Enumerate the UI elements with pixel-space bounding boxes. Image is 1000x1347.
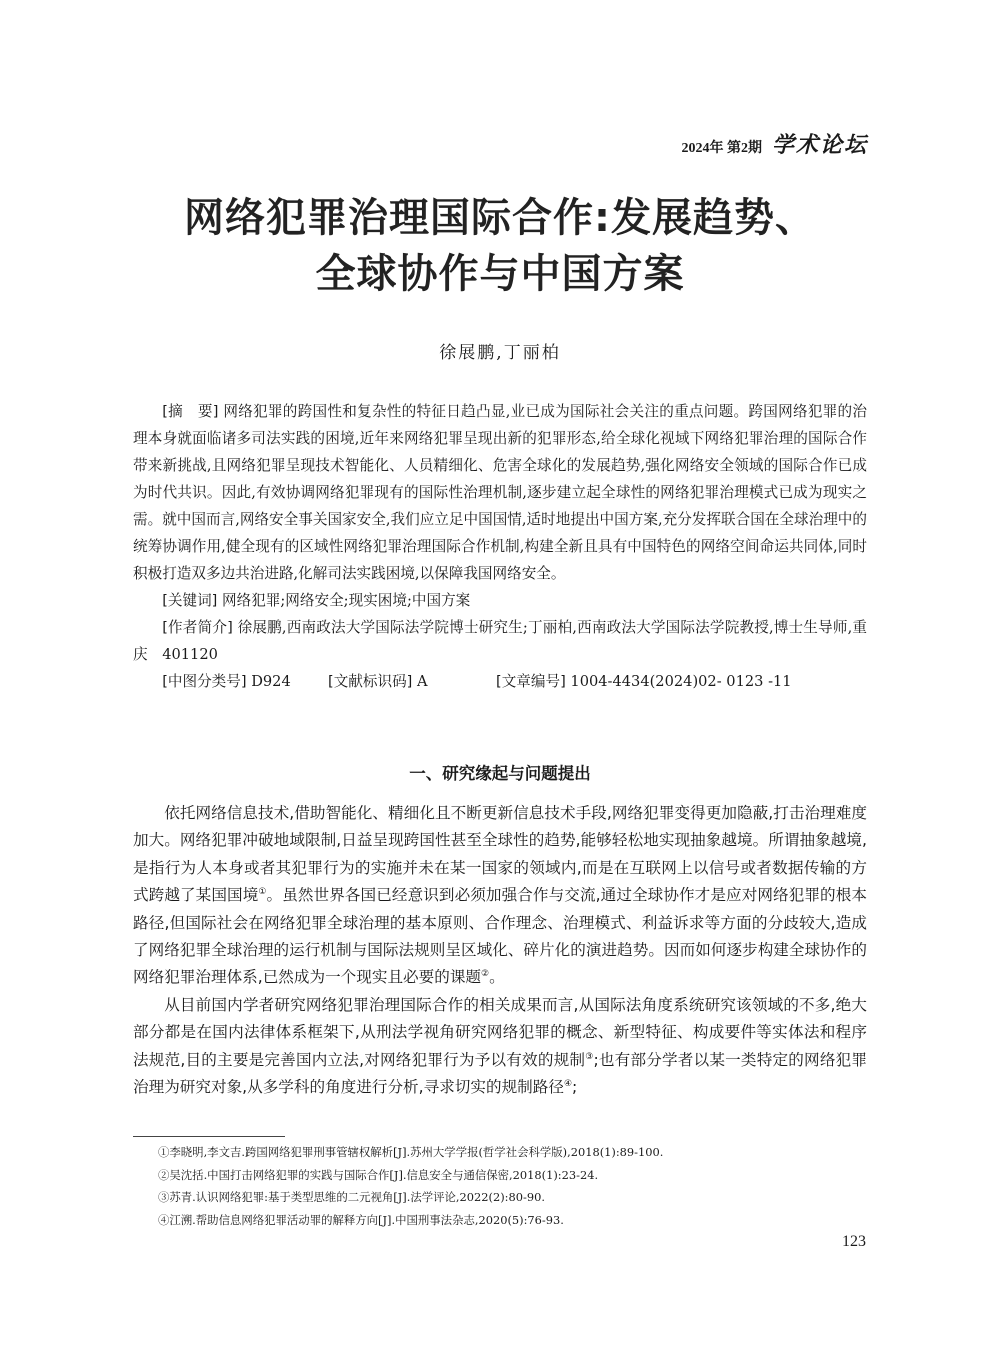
authors: 徐展鹏,丁丽柏: [439, 343, 561, 363]
article-number: [496, 668, 792, 695]
keywords-label: [关键词]: [162, 592, 218, 609]
body-paragraph: [133, 800, 867, 992]
doc-code-value: A: [417, 673, 428, 690]
footnotes: [158, 1141, 858, 1231]
document-code: [328, 668, 496, 695]
title-line-1: 网络犯罪治理国际合作:发展趋势、: [184, 195, 816, 241]
abstract-text: 网络犯罪的跨国性和复杂性的特征日趋凸显,业已成为国际社会关注的重点问题。跨国网络犯罪的治理本身就面临诸多司法实践的困境,近年来网络犯罪呈现出新的犯罪形态,给全球化视域下网络犯罪治理的国际合作带来新挑战,且网络犯罪呈现技术智能化、人员精细化、危害全球化的发展趋势,强化网络安全领域的国际合作已成为时代共识。因此,有效协调网络犯罪现有的国际性治理机制,逐步建立起全球性的网络犯罪治理模式已成为现实之需。就中国而言,网络安全事关国家安全,我们应立足中国国情,适时地提出中国方案,充分发挥联合国在全球治理中的统筹协调作用,健全现有的区域性网络犯罪治理国际合作机制,构建全新且具有中国特色的网络空间命运共同体,同时积极打造双多边共治进路,化解司法实践困境,以保障我国网络安全。: [133, 403, 867, 582]
author-bio-label: [作者简介]: [162, 619, 233, 636]
doc-code-label: [文献标识码]: [328, 673, 413, 690]
abstract-label: [摘 要]: [162, 403, 219, 420]
paragraph-text: 。虽然世界各国已经意识到必须加强合作与交流,通过全球协作才是应对网络犯罪的根本路径,但国际社会在网络犯罪全球治理的基本原则、合作理念、治理模式、利益诉求等方面的分歧较大,造成了网络犯罪全球治理的运行机制与国际法规则呈区域化、碎片化的演进趋势。因而如何逐步构建全球协作的网络犯罪治理体系,已然成为一个现实且必要的课题: [133, 886, 867, 987]
article-number-label: [文章编号]: [496, 673, 566, 690]
abstract: [133, 398, 867, 587]
footnote-marker[interactable]: ②: [481, 969, 490, 980]
clc-value: D924: [251, 673, 291, 690]
running-header: [681, 128, 868, 159]
clc-number: [133, 668, 328, 695]
abstract-block: [133, 398, 867, 695]
paragraph-text: 。: [489, 968, 505, 987]
author-bio: [133, 614, 867, 668]
article-title: [0, 190, 1000, 302]
footnote: ①李晓明,李文吉.跨国网络犯罪刑事管辖权解析[J].苏州大学学报(哲学社会科学版),2018(1):89-100.: [158, 1145, 664, 1159]
footnote: ②吴沈括.中国打击网络犯罪的实践与国际合作[J].信息安全与通信保密,2018(1):23-24.: [158, 1167, 599, 1182]
paragraph-text: ;也有部分学者以某一类特定的网络犯罪治理为研究对象,从多学科的角度进行分析,寻求切实的规制路径: [133, 1050, 867, 1097]
issue-label: 2024年 第2期: [681, 141, 762, 156]
body-paragraph: [133, 992, 867, 1102]
body-text: [133, 800, 867, 1101]
section-heading: 一、研究缘起与问题提出: [409, 764, 591, 783]
footnote-marker[interactable]: ③: [585, 1051, 594, 1062]
page-number: 123: [842, 1233, 866, 1250]
journal-logo: 学术论坛: [771, 132, 868, 158]
paragraph-text: ;: [572, 1078, 578, 1097]
title-line-2: 全球协作与中国方案: [315, 251, 685, 297]
paragraph-text: 从目前国内学者研究网络犯罪治理国际合作的相关成果而言,从国际法角度系统研究该领域的不多,绝大部分都是在国内法律体系框架下,从刑法学视角研究网络犯罪的概念、新型特征、构成要件等实体法和程序法规范,目的主要是完善国内立法,对网络犯罪行为予以有效的规制: [133, 995, 867, 1069]
keywords: [133, 587, 867, 614]
keywords-text: 网络犯罪;网络安全;现实困境;中国方案: [222, 592, 471, 609]
footnote-marker[interactable]: ①: [258, 887, 267, 898]
author-bio-text: 徐展鹏,西南政法大学国际法学院博士研究生;丁丽柏,西南政法大学国际法学院教授,博士生导师,重庆 401120: [133, 619, 867, 663]
footnote: ④江溯.帮助信息网络犯罪活动罪的解释方向[J].中国刑事法杂志,2020(5):76-93.: [158, 1212, 564, 1227]
clc-label: [中图分类号]: [162, 673, 247, 690]
paragraph-text: 依托网络信息技术,借助智能化、精细化且不断更新信息技术手段,网络犯罪变得更加隐蔽,打击治理难度加大。网络犯罪冲破地域限制,日益呈现跨国性甚至全球性的趋势,能够轻松地实现抽象越境。所谓抽象越境,是指行为人本身或者其犯罪行为的实施并未在某一国家的领域内,而是在互联网上以信号或者数据传输的方式跨越了某国国境: [133, 804, 867, 905]
footnote-marker[interactable]: ④: [563, 1078, 573, 1089]
footnote-divider: [133, 1136, 285, 1137]
article-number-value: 1004-4434(2024)02- 0123 -11: [570, 673, 792, 690]
classification-row: [133, 668, 867, 695]
footnote: ③苏青.认识网络犯罪:基于类型思维的二元视角[J].法学评论,2022(2):80-90.: [158, 1190, 545, 1205]
